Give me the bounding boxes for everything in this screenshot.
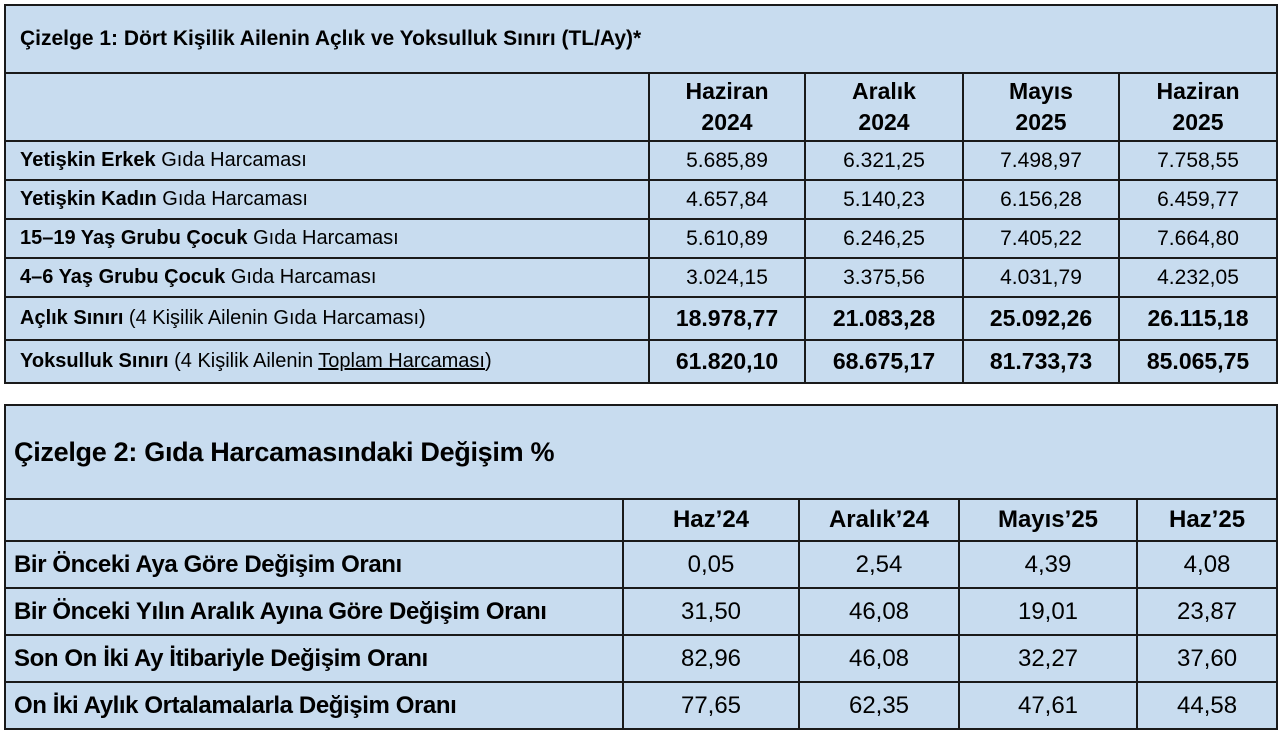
cell-value: 32,27 [959,635,1137,682]
cell-value: 5.685,89 [649,141,805,180]
cell-value: 46,08 [799,635,959,682]
cell-value: 4,39 [959,541,1137,588]
table-row [5,635,1277,682]
cell-value: 5.140,23 [805,180,963,219]
table1-header-row [5,73,1277,141]
table2-col-header: Aralık’24 [799,499,959,541]
cell-value: 6.321,25 [805,141,963,180]
table-row [5,541,1277,588]
row-label: 15–19 Yaş Grubu Çocuk Gıda Harcaması [5,219,649,258]
table2-header-row [5,499,1277,541]
table2-col-header: Haz’25 [1137,499,1277,541]
cell-value: 37,60 [1137,635,1277,682]
hunger-line-row [5,297,1277,340]
cell-value: 4.031,79 [963,258,1119,297]
row-label: Bir Önceki Yılın Aralık Ayına Göre Değişim Oranı [5,588,623,635]
cell-value: 7.758,55 [1119,141,1277,180]
cell-value: 6.156,28 [963,180,1119,219]
cell-value: 6.459,77 [1119,180,1277,219]
cell-value: 3.375,56 [805,258,963,297]
cell-value: 18.978,77 [649,297,805,340]
cell-value: 3.024,15 [649,258,805,297]
table-row [5,588,1277,635]
cell-value: 19,01 [959,588,1137,635]
cell-value: 77,65 [623,682,799,729]
cell-value: 82,96 [623,635,799,682]
cell-value: 81.733,73 [963,340,1119,383]
cell-value: 4.657,84 [649,180,805,219]
table2-header-empty [5,499,623,541]
table-row [5,682,1277,729]
cell-value: 44,58 [1137,682,1277,729]
table-row [5,219,1277,258]
table-food-spending-change [4,404,1278,730]
cell-value: 23,87 [1137,588,1277,635]
table-hunger-poverty-line [4,4,1278,384]
cell-value: 5.610,89 [649,219,805,258]
poverty-line-row [5,340,1277,383]
cell-value: 46,08 [799,588,959,635]
table1-col-header: Mayıs 2025 [963,73,1119,141]
cell-value: 31,50 [623,588,799,635]
cell-value: 2,54 [799,541,959,588]
cell-value: 6.246,25 [805,219,963,258]
cell-value: 7.498,97 [963,141,1119,180]
row-label: Bir Önceki Aya Göre Değişim Oranı [5,541,623,588]
table1-col-header: Haziran 2025 [1119,73,1277,141]
row-label: Yetişkin Kadın Gıda Harcaması [5,180,649,219]
row-label: 4–6 Yaş Grubu Çocuk Gıda Harcaması [5,258,649,297]
cell-value: 47,61 [959,682,1137,729]
cell-value: 61.820,10 [649,340,805,383]
row-label: Yetişkin Erkek Gıda Harcaması [5,141,649,180]
table-row [5,258,1277,297]
cell-value: 25.092,26 [963,297,1119,340]
cell-value: 7.664,80 [1119,219,1277,258]
row-label: Açlık Sınırı (4 Kişilik Ailenin Gıda Harcaması) [5,297,649,340]
cell-value: 0,05 [623,541,799,588]
table1-title: Çizelge 1: Dört Kişilik Ailenin Açlık ve Yoksulluk Sınırı (TL/Ay)* [5,5,1277,73]
cell-value: 62,35 [799,682,959,729]
cell-value: 7.405,22 [963,219,1119,258]
row-label: On İki Aylık Ortalamalarla Değişim Oranı [5,682,623,729]
cell-value: 4.232,05 [1119,258,1277,297]
table1-header-empty [5,73,649,141]
row-label: Yoksulluk Sınırı (4 Kişilik Ailenin Toplam Harcaması) [5,340,649,383]
table1-col-header: Aralık 2024 [805,73,963,141]
table1-col-header: Haziran 2024 [649,73,805,141]
table-row [5,141,1277,180]
table2-col-header: Haz’24 [623,499,799,541]
cell-value: 68.675,17 [805,340,963,383]
cell-value: 21.083,28 [805,297,963,340]
table2-title: Çizelge 2: Gıda Harcamasındaki Değişim % [5,405,1277,499]
cell-value: 26.115,18 [1119,297,1277,340]
cell-value: 85.065,75 [1119,340,1277,383]
table2-col-header: Mayıs’25 [959,499,1137,541]
row-label: Son On İki Ay İtibariyle Değişim Oranı [5,635,623,682]
cell-value: 4,08 [1137,541,1277,588]
table-row [5,180,1277,219]
